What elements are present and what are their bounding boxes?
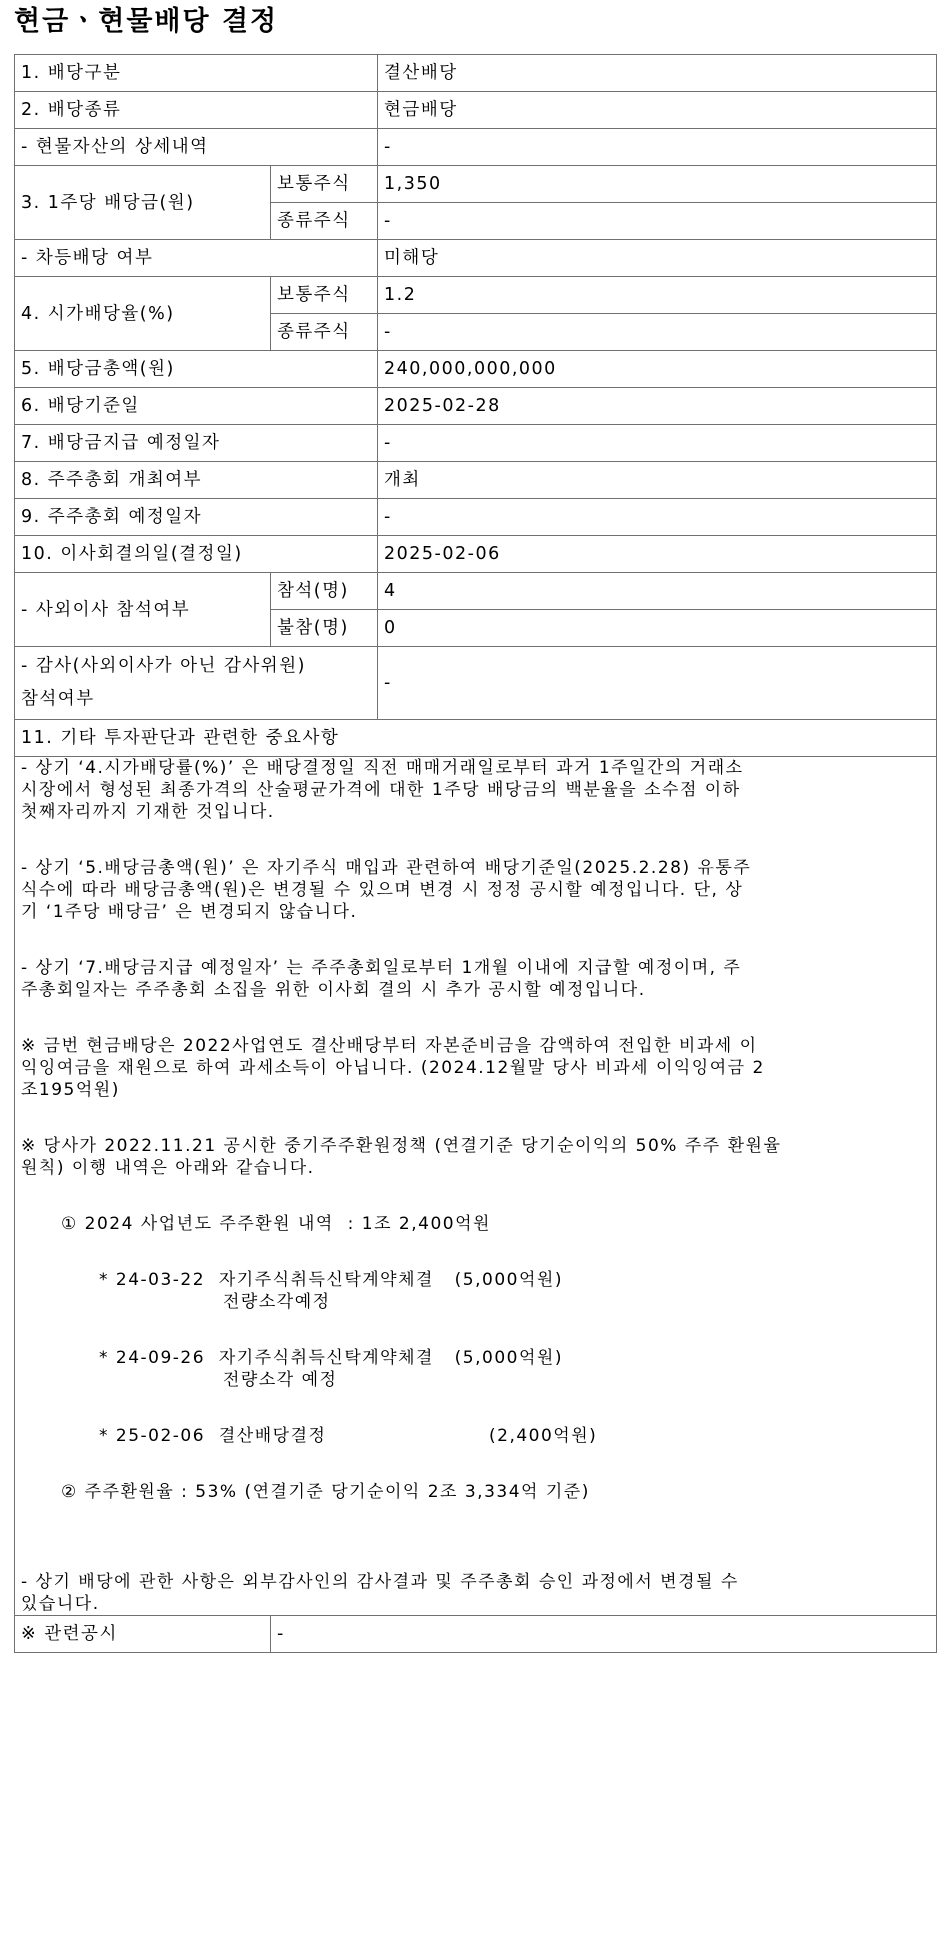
label: 8. 주주총회 개최여부 — [15, 462, 378, 499]
note-2-line-2: 식수에 따라 배당금총액(원)은 변경될 수 있으며 변경 시 정정 공시할 예정입니다. 단, 상 — [21, 880, 744, 900]
row-div-type — [15, 55, 937, 92]
row-record-date — [15, 388, 937, 425]
note-5-line-1: ※ 당사가 2022.11.21 공시한 중기주주환원정책 (연결기준 당기순이익의 50% 주주 환원율 — [21, 1136, 782, 1156]
value: - — [378, 647, 937, 720]
row-auditor — [15, 647, 937, 720]
sublabel: 종류주식 — [271, 314, 378, 351]
note-6-line-2: 있습니다. — [21, 1594, 100, 1614]
sublabel: 보통주식 — [271, 277, 378, 314]
value: 1,350 — [378, 166, 937, 203]
value: 0 — [378, 610, 937, 647]
value: 현금배당 — [378, 92, 937, 129]
row-agm-held — [15, 462, 937, 499]
row-yield-common — [15, 277, 937, 314]
label: 1. 배당구분 — [15, 55, 378, 92]
page-title: 현금ㆍ현물배당 결정 — [14, 6, 279, 37]
label: ※ 관련공시 — [15, 1616, 271, 1653]
value: 미해당 — [378, 240, 937, 277]
value: - — [378, 314, 937, 351]
event-2 — [21, 1347, 930, 1369]
note-5-line-2: 원칙) 이행 내역은 아래와 같습니다. — [21, 1158, 315, 1178]
note-1-line-3: 첫째자리까지 기재한 것입니다. — [21, 802, 275, 822]
event-3 — [21, 1425, 930, 1447]
return-item-2: ② 주주환원율 : 53% (연결기준 당기순이익 2조 3,334억 기준) — [61, 1482, 590, 1502]
row-outside-dir-present — [15, 573, 937, 610]
row-agm-date — [15, 499, 937, 536]
note-4-line-2: 익잉여금을 재원으로 하여 과세소득이 아닙니다. (2024.12월말 당사 비과세 이익잉여금 2 — [21, 1058, 765, 1078]
row-differential — [15, 240, 937, 277]
event-1-amount: (5,000억원) — [454, 1270, 563, 1290]
value: - — [378, 129, 937, 166]
event-3-text: * 25-02-06 결산배당결정 — [99, 1426, 327, 1446]
note-2-line-3: 기 ‘1주당 배당금’ 은 변경되지 않습니다. — [21, 902, 358, 922]
label: 4. 시가배당율(%) — [15, 277, 271, 351]
row-board-date — [15, 536, 937, 573]
sublabel: 참석(명) — [271, 573, 378, 610]
return-item-1: ① 2024 사업년도 주주환원 내역 : 1조 2,400억원 — [61, 1214, 491, 1234]
event-1-sub: 전량소각예정 — [223, 1292, 331, 1312]
value: - — [378, 425, 937, 462]
event-2-text: * 24-09-26 자기주식취득신탁계약체결 — [99, 1348, 434, 1368]
label-line-1: - 감사(사외이사가 아닌 감사위원) — [21, 656, 306, 676]
dividend-table — [14, 54, 937, 1653]
label-line-2: 참석여부 — [21, 689, 95, 709]
note-3-line-1: - 상기 ‘7.배당금지급 예정일자’ 는 주주총회일로부터 1개월 이내에 지급할 예정이며, 주 — [21, 958, 742, 978]
row-div-kind — [15, 92, 937, 129]
row-total — [15, 351, 937, 388]
sublabel: 불참(명) — [271, 610, 378, 647]
note-4-line-3: 조195억원) — [21, 1080, 120, 1100]
value: 개최 — [378, 462, 937, 499]
value: 1.2 — [378, 277, 937, 314]
label: 6. 배당기준일 — [15, 388, 378, 425]
label — [15, 647, 378, 720]
row-other-notes — [15, 757, 937, 1616]
event-2-sub: 전량소각 예정 — [223, 1370, 338, 1390]
row-dps-common — [15, 166, 937, 203]
label: - 사외이사 참석여부 — [15, 573, 271, 647]
note-4-line-1: ※ 금번 현금배당은 2022사업연도 결산배당부터 자본준비금을 감액하여 전입한 비과세 이 — [21, 1036, 758, 1056]
notes-cell — [15, 757, 937, 1616]
note-2-line-1: - 상기 ‘5.배당금총액(원)’ 은 자기주식 매입과 관련하여 배당기준일(2025.2.28) 유통주 — [21, 858, 752, 878]
label: 11. 기타 투자판단과 관련한 중요사항 — [15, 720, 937, 757]
row-in-kind-detail — [15, 129, 937, 166]
label: - 차등배당 여부 — [15, 240, 378, 277]
value: 4 — [378, 573, 937, 610]
label: 7. 배당금지급 예정일자 — [15, 425, 378, 462]
label: 3. 1주당 배당금(원) — [15, 166, 271, 240]
label: 9. 주주총회 예정일자 — [15, 499, 378, 536]
value: 2025-02-28 — [378, 388, 937, 425]
value: - — [271, 1616, 937, 1653]
event-1 — [21, 1269, 930, 1291]
value: 240,000,000,000 — [378, 351, 937, 388]
value: 결산배당 — [378, 55, 937, 92]
row-other-header — [15, 720, 937, 757]
label: 5. 배당금총액(원) — [15, 351, 378, 388]
sublabel: 보통주식 — [271, 166, 378, 203]
label: 10. 이사회결의일(결정일) — [15, 536, 378, 573]
note-6-line-1: - 상기 배당에 관한 사항은 외부감사인의 감사결과 및 주주총회 승인 과정에서 변경될 수 — [21, 1572, 739, 1592]
note-3-line-2: 주총회일자는 주주총회 소집을 위한 이사회 결의 시 추가 공시할 예정입니다. — [21, 980, 646, 1000]
note-1-line-1: - 상기 ‘4.시가배당률(%)’ 은 배당결정일 직전 매매거래일로부터 과거 1주일간의 거래소 — [21, 758, 744, 778]
value: 2025-02-06 — [378, 536, 937, 573]
row-pay-date — [15, 425, 937, 462]
value: - — [378, 203, 937, 240]
event-3-amount: (2,400억원) — [489, 1426, 598, 1446]
label: 2. 배당종류 — [15, 92, 378, 129]
event-1-text: * 24-03-22 자기주식취득신탁계약체결 — [99, 1270, 434, 1290]
sublabel: 종류주식 — [271, 203, 378, 240]
event-2-amount: (5,000억원) — [454, 1348, 563, 1368]
row-related — [15, 1616, 937, 1653]
value: - — [378, 499, 937, 536]
label: - 현물자산의 상세내역 — [15, 129, 378, 166]
note-1-line-2: 시장에서 형성된 최종가격의 산술평균가격에 대한 1주당 배당금의 백분율을 소수점 이하 — [21, 780, 741, 800]
